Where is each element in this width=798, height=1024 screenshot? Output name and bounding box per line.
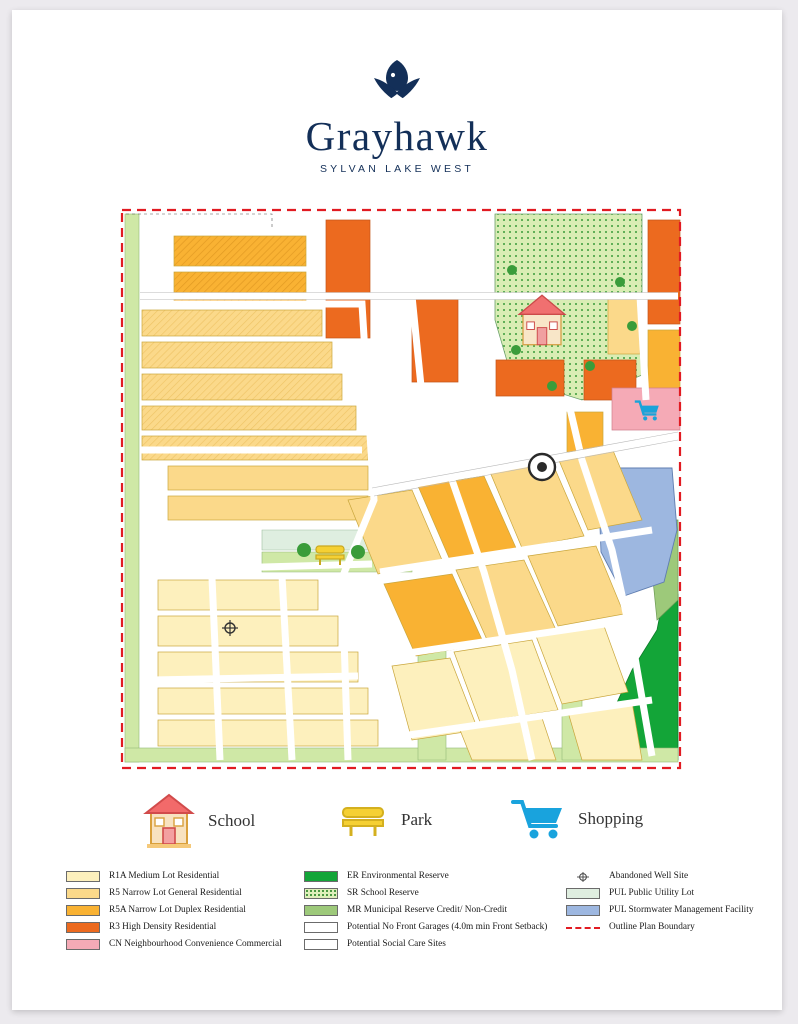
legend-swatch-pul [566, 888, 600, 899]
legend-item [304, 868, 574, 884]
shopping-cart-icon [510, 796, 566, 842]
legend-column-1 [66, 868, 316, 953]
legend-label-pul: PUL Public Utility Lot [609, 888, 695, 898]
legend-item [66, 868, 316, 884]
legend-swatch-r5 [66, 888, 100, 899]
legend-swatch-scs [304, 939, 338, 950]
legend-item [566, 919, 798, 935]
legend-item [304, 885, 574, 901]
legend-label-r5: R5 Narrow Lot General Residential [109, 888, 242, 898]
brand-name: Grayhawk [305, 113, 489, 159]
legend-label-mr: MR Municipal Reserve Credit/ Non-Credit [347, 905, 508, 915]
legend-label-boundary: Outline Plan Boundary [609, 922, 695, 932]
legend-park [337, 800, 432, 840]
map-canvas[interactable] [112, 200, 690, 778]
legend-school-label: School [208, 811, 256, 830]
legend-label-pul-swmf: PUL Stormwater Management Facility [609, 905, 754, 915]
legend-shopping-label: Shopping [578, 809, 644, 828]
school-house-icon [142, 792, 196, 850]
legend-label-sr: SR School Reserve [347, 888, 419, 898]
legend-swatch-boundary [566, 927, 600, 929]
legend-label-nfg: Potential No Front Garages (4.0m min Front Setback) [347, 922, 548, 932]
legend-item [66, 885, 316, 901]
brand-tagline: SYLVAN LAKE WEST [319, 163, 475, 175]
legend-swatch-r1a [66, 871, 100, 882]
legend-item [304, 936, 574, 952]
legend-item [304, 902, 574, 918]
outline-plan-map[interactable] [112, 200, 690, 778]
legend-column-2 [304, 868, 574, 953]
legend-item [566, 885, 798, 901]
legend-swatch-sr [304, 888, 338, 899]
legend-school [142, 792, 255, 850]
brand-logo [12, 58, 782, 175]
legend-swatch-pul-swmf [566, 905, 600, 916]
plan-sheet [12, 10, 782, 1010]
legend-swatch-er [304, 871, 338, 882]
legend-label-well: Abandoned Well Site [609, 871, 689, 881]
legend-swatch-cn [66, 939, 100, 950]
legend-swatch-nfg [304, 922, 338, 933]
legend-column-3 [566, 868, 798, 936]
abandoned-well-icon [566, 871, 600, 882]
legend-swatch-mr [304, 905, 338, 916]
legend-item [566, 902, 798, 918]
legend-item [66, 919, 316, 935]
park-bench-icon [337, 800, 389, 840]
legend-item [304, 919, 574, 935]
legend-item [66, 902, 316, 918]
legend-label-er: ER Environmental Reserve [347, 871, 449, 881]
legend-item [66, 936, 316, 952]
legend-label-r5a: R5A Narrow Lot Duplex Residential [109, 905, 246, 915]
legend-shopping [510, 796, 643, 842]
hawk-logo-icon [360, 58, 434, 114]
legend-label-r3: R3 High Density Residential [109, 922, 217, 932]
legend-swatch-r3 [66, 922, 100, 933]
legend-item [566, 868, 798, 884]
legend-swatch-r5a [66, 905, 100, 916]
legend-park-label: Park [401, 810, 433, 829]
legend-label-cn: CN Neighbourhood Convenience Commercial [109, 939, 282, 949]
legend-label-scs: Potential Social Care Sites [347, 939, 446, 949]
legend-label-r1a: R1A Medium Lot Residential [109, 871, 220, 881]
icon-legend [142, 792, 682, 856]
roundabout-marker [529, 454, 555, 480]
